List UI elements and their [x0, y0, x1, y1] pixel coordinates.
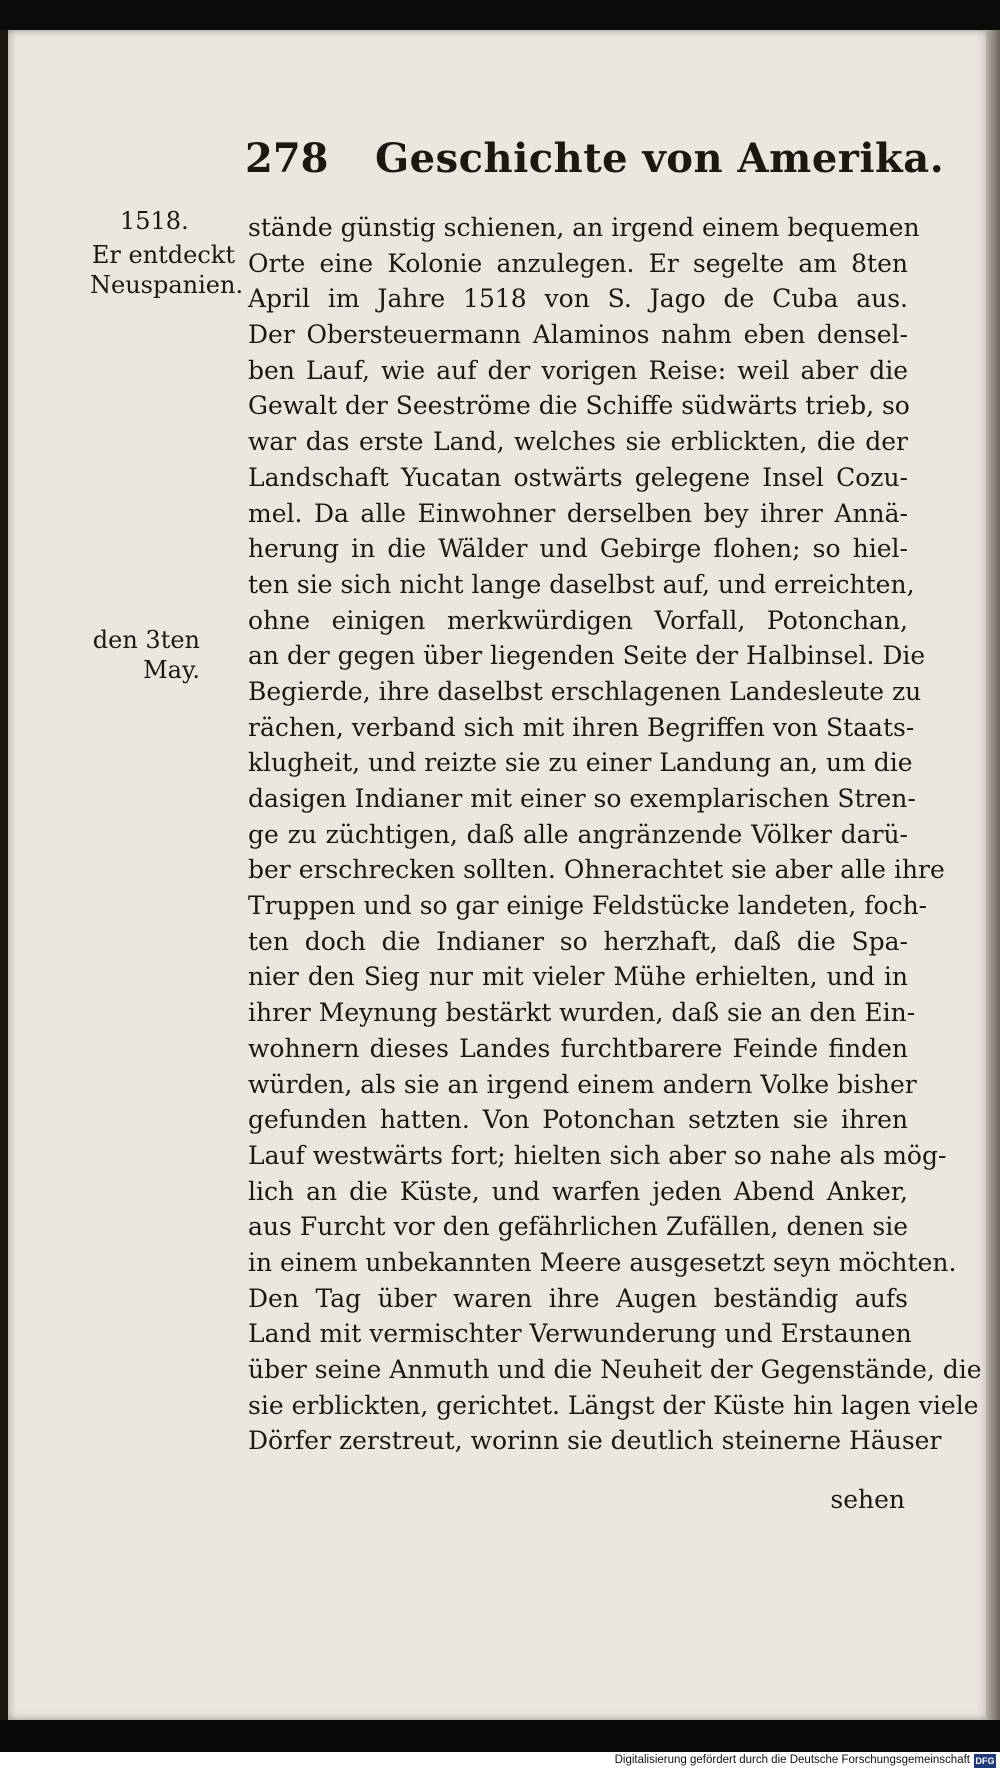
text-line: stände günstig schienen, an irgend einem bequemen: [248, 213, 920, 242]
text-line: nier den Sieg nur mit vieler Mühe erhielten, und in: [248, 962, 908, 992]
text-line: ten doch die Indianer so herzhaft, daß die Spa-: [248, 926, 908, 956]
text-line: wohnern dieses Landes furchtbarere Feinde finden: [248, 1033, 908, 1063]
text-line: lich an die Küste, und warfen jeden Abend Anker,: [248, 1176, 908, 1206]
text-line: Der Obersteuermann Alaminos nahm eben densel-: [248, 320, 908, 350]
text-line: rächen, verband sich mit ihren Begriffen von Staats-: [248, 712, 915, 742]
catchword: sehen: [830, 1485, 905, 1514]
text-line: klugheit, und reizte sie zu einer Landung an, um die: [248, 748, 913, 778]
text-line: Dörfer zerstreut, worinn sie deutlich steinerne Häuser: [248, 1426, 942, 1456]
text-line: sie erblickten, gerichtet. Längst der Küste hin lagen viele: [248, 1390, 979, 1420]
text-line: Truppen und so gar einige Feldstücke landeten, foch-: [248, 891, 928, 921]
text-line: gefunden hatten. Von Potonchan setzten sie ihren: [248, 1105, 908, 1135]
margin-note-year: 1518.: [120, 207, 189, 235]
text-line: mel. Da alle Einwohner derselben bey ihrer Annä-: [248, 498, 908, 528]
text-line: ge zu züchtigen, daß alle angränzende Völker darü-: [248, 819, 908, 849]
page-number: 278: [245, 135, 329, 182]
text-line: ihrer Meynung bestärkt wurden, daß sie an den Ein-: [248, 998, 916, 1028]
text-line: dasigen Indianer mit einer so exemplarischen Stren-: [248, 784, 916, 813]
text-line: ben Lauf, wie auf der vorigen Reise: weil aber die: [248, 355, 908, 385]
text-line: Begierde, ihre daselbst erschlagenen Landesleute zu: [248, 676, 922, 706]
text-line: Den Tag über waren ihre Augen beständig aufs: [248, 1283, 908, 1313]
margin-note-date: den 3ten May.: [92, 626, 200, 684]
footer-credit: Digitalisierung gefördert durch die Deutsche Forschungsgemeinschaft: [614, 1754, 970, 1766]
text-line: ten sie sich nicht lange daselbst auf, und erreichten,: [248, 569, 915, 599]
text-line: Landschaft Yucatan ostwärts gelegene Insel Cozu-: [248, 462, 908, 492]
scan-top-border: [0, 0, 1000, 30]
text-line: über seine Anmuth und die Neuheit der Gegenstände, die: [248, 1355, 982, 1384]
margin-note-discovery: Er entdeckt Neuspanien.: [90, 241, 244, 299]
dfg-logo: DFG: [975, 1756, 995, 1766]
text-line: Land mit vermischter Verwunderung und Erstaunen: [248, 1319, 912, 1349]
text-line: war das erste Land, welches sie erblickten, die der: [248, 427, 908, 457]
text-line: ohne einigen merkwürdigen Vorfall, Potonchan,: [248, 605, 908, 635]
scan-bottom-border: [0, 1720, 1000, 1752]
text-line: Lauf westwärts fort; hielten sich aber so nahe als mög-: [248, 1140, 947, 1170]
text-line: an der gegen über liegenden Seite der Halbinsel. Die: [248, 641, 926, 671]
page-edge-shadow: [986, 30, 1000, 1720]
text-line: aus Furcht vor den gefährlichen Zufällen, denen sie: [248, 1212, 908, 1242]
main-text-block: [248, 210, 982, 1459]
text-line: würden, als sie an irgend einem andern Volke bisher: [248, 1069, 917, 1099]
text-line: Gewalt der Seeströme die Schiffe südwärts trieb, so: [248, 391, 910, 421]
text-line: herung in die Wälder und Gebirge flohen; so hiel-: [248, 534, 908, 564]
text-line: ber erschrecken sollten. Ohnerachtet sie aber alle ihre: [248, 855, 945, 885]
text-line: April im Jahre 1518 von S. Jago de Cuba aus.: [248, 284, 908, 314]
running-title: Geschichte von Amerika.: [375, 135, 945, 182]
text-line: in einem unbekannten Meere ausgesetzt seyn möchten.: [248, 1247, 957, 1277]
text-line: Orte eine Kolonie anzulegen. Er segelte am 8ten: [248, 248, 908, 278]
